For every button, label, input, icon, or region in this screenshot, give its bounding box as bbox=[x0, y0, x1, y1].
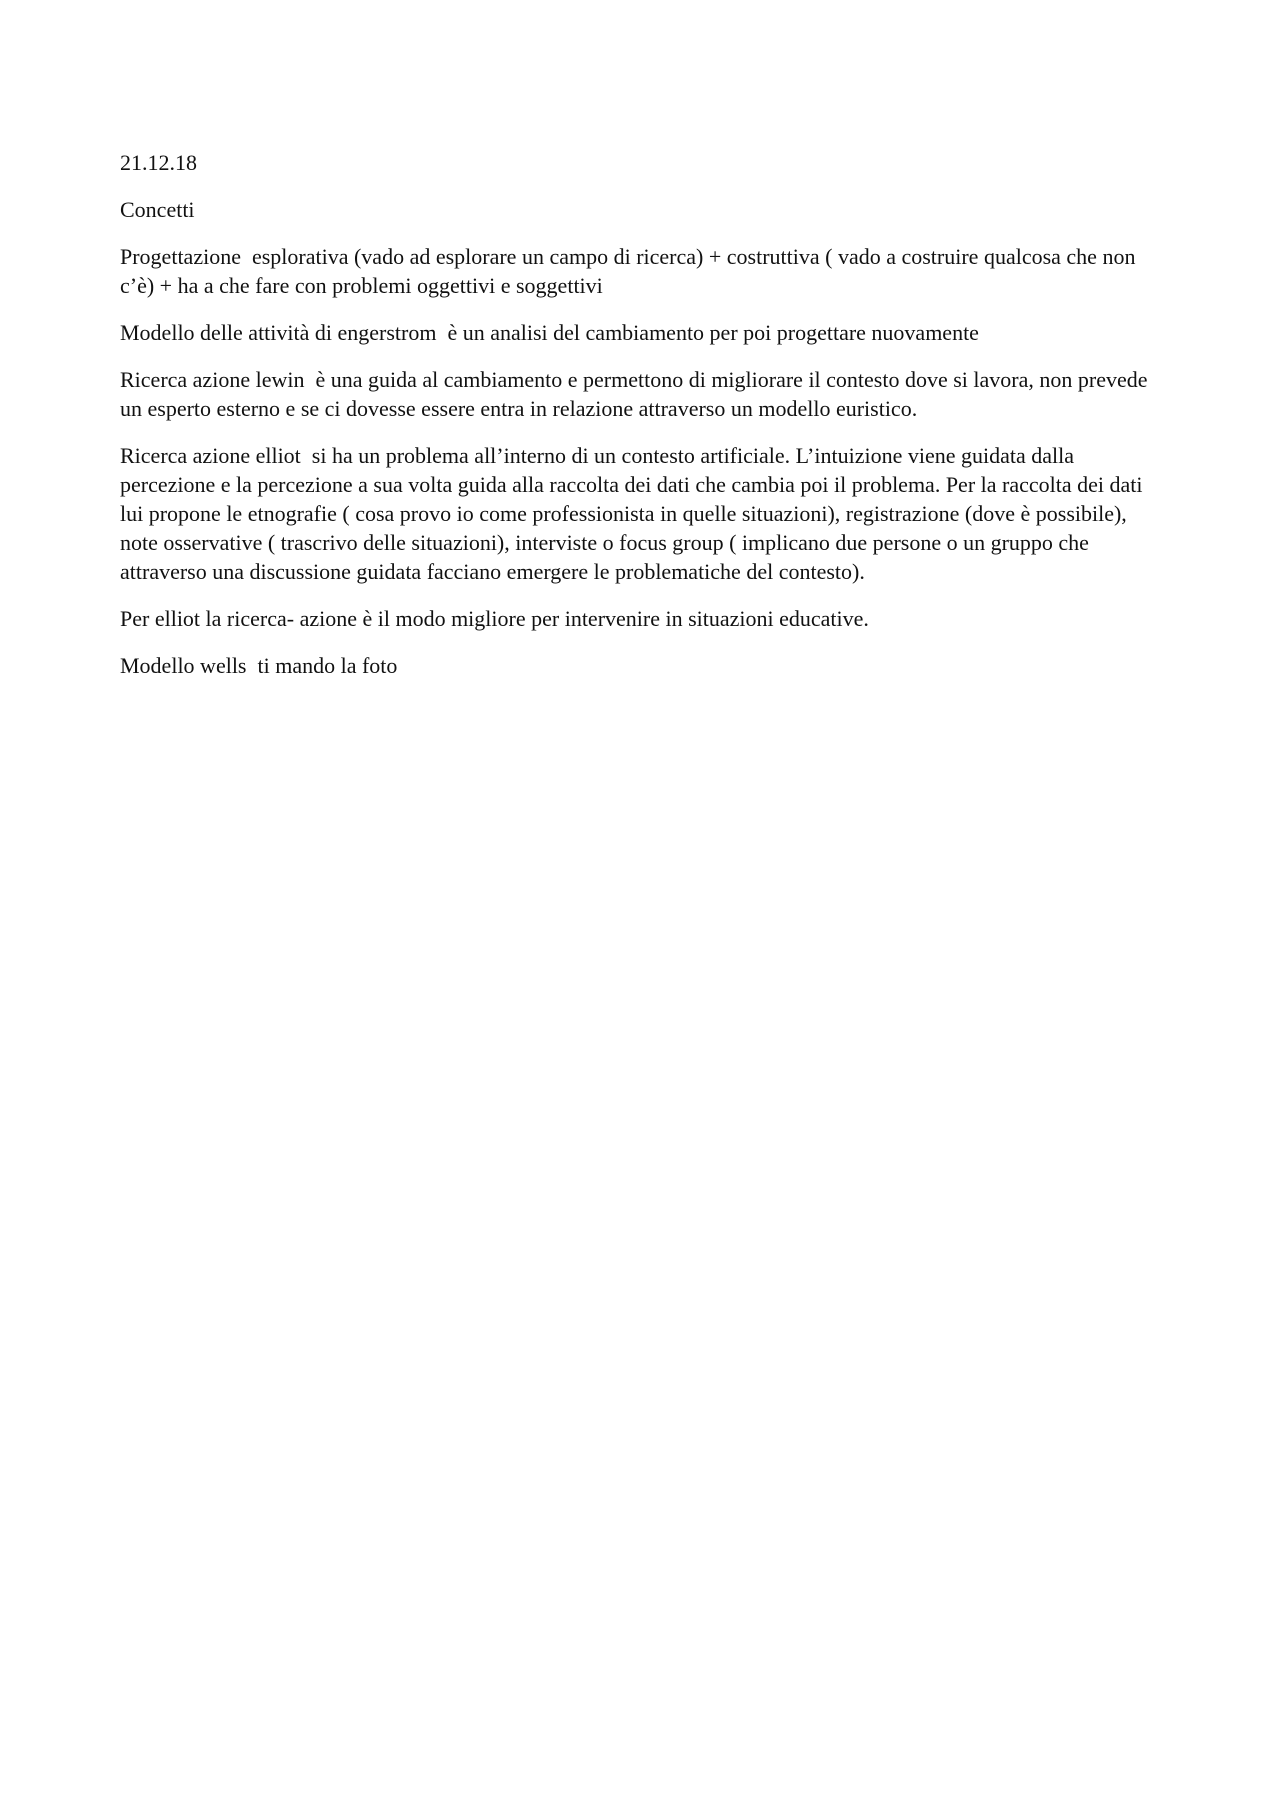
paragraph-elliot-conclusion: Per elliot la ricerca- azione è il modo migliore per intervenire in situazioni educative. bbox=[120, 606, 869, 631]
document-heading: Concetti bbox=[120, 197, 195, 222]
paragraph-progettazione: Progettazione esplorativa (vado ad esplorare un campo di ricerca) + costruttiva ( vado a costruire qualcosa che non c’è) + ha a che fare con problemi oggettivi e soggettivi bbox=[120, 244, 1141, 298]
paragraph-engerstrom: Modello delle attività di engerstrom è un analisi del cambiamento per poi progettare nuovamente bbox=[120, 320, 979, 345]
document-date: 21.12.18 bbox=[120, 150, 197, 175]
paragraph-lewin: Ricerca azione lewin è una guida al cambiamento e permettono di migliorare il contesto dove si lavora, non prevede un esperto esterno e se ci dovesse essere entra in relazione attraverso un modello euristico. bbox=[120, 367, 1154, 421]
paragraph-elliot: Ricerca azione elliot si ha un problema all’interno di un contesto artificiale. L’intuizione viene guidata dalla percezione e la percezione a sua volta guida alla raccolta dei dati che cambia poi il problema. Per la raccolta dei dati lui propone le etnografie ( cosa provo io come professionista in quelle situazioni), registrazione (dove è possibile), note osservative ( trascrivo delle situazioni), interviste o focus group ( implicano due persone o un gruppo che attraverso una discussione guidata facciano emergere le problematiche del contesto). bbox=[120, 443, 1148, 584]
document-body bbox=[120, 148, 1160, 698]
paragraph-wells: Modello wells ti mando la foto bbox=[120, 653, 398, 678]
